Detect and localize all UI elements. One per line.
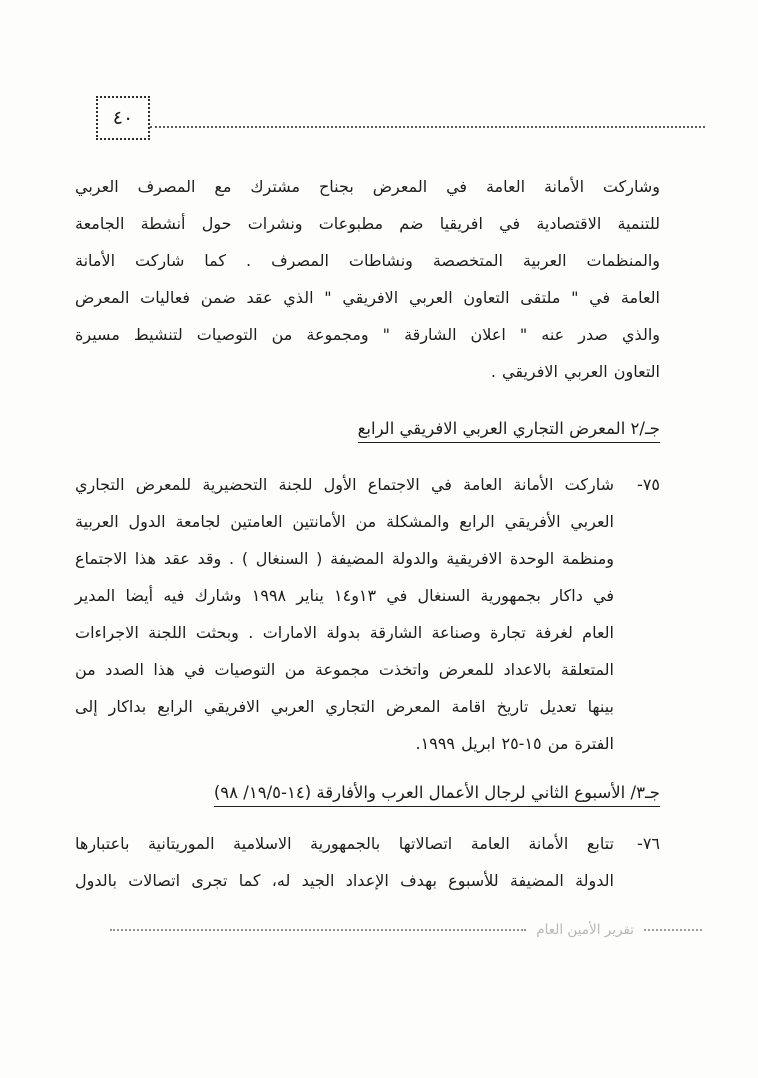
footer-title: تقرير الأمين العام: [536, 922, 634, 938]
page-footer: [110, 921, 702, 939]
text-line: العام لغرفة تجارة وصناعة الشارقة بدولة الامارات . وبحثت اللجنة الاجراءات: [75, 623, 614, 642]
text-line: التعاون العربي الافريقي .: [490, 362, 660, 381]
section-heading-c3-text: جـ٣/ الأسبوع الثاني لرجال الأعمال العرب والأفارقة (١٤-١٩/٥/ ٩٨): [214, 783, 660, 807]
header-rule: [150, 126, 705, 128]
text-line: في داكار بجمهورية السنغال في ١٣و١٤ يناير ١٩٩٨ وشارك فيه أيضا المدير: [75, 586, 615, 605]
text-line: وشاركت الأمانة العامة في المعرض بجناح مشترك مع المصرف العربي: [75, 177, 660, 196]
text-line: ومنظمة الوحدة الافريقية والدولة المضيفة ( السنغال ) . وقد عقد هذا الاجتماع: [75, 549, 614, 568]
footer-rule-left: [110, 929, 526, 931]
text-line: تتابع الأمانة العامة اتصالاتها بالجمهورية الاسلامية الموريتانية باعتبارها: [75, 834, 614, 853]
page-header: [96, 96, 705, 140]
section-heading-c3: [75, 774, 660, 811]
document-body: [75, 168, 660, 899]
paragraph-75: [75, 466, 660, 762]
page-number: ٤٠: [112, 107, 134, 129]
text-line: العربي الأفريقي الرابع والمشكلة من الأمانتين العامتين لجامعة الدول العربية: [75, 512, 614, 531]
text-line: شاركت الأمانة العامة في الاجتماع الأول للجنة التحضيرية للمعرض التجاري: [75, 475, 614, 494]
text-line: والذي صدر عنه " اعلان الشارقة " ومجموعة من التوصيات لتنشيط مسيرة: [75, 325, 660, 344]
section-heading-c2-text: جـ/٢ المعرض التجاري العربي الافريقي الرابع: [358, 419, 660, 443]
text-line: للتنمية الاقتصادية في افريقيا ضم مطبوعات ونشرات حول أنشطة الجامعة: [75, 214, 660, 233]
text-line: الفترة من ١٥-٢٥ ابريل ١٩٩٩.: [415, 734, 614, 753]
footer-rule-right: [644, 929, 702, 931]
paragraph-intro: [75, 168, 660, 390]
text-line: المتعلقة بالاعداد للمعرض واتخذت مجموعة من التوصيات في هذا الصدد من: [75, 660, 614, 679]
item-number-76: ٧٦-: [637, 834, 660, 853]
page-number-box: [96, 96, 150, 140]
text-line: العامة في " ملتقى التعاون العربي الافريقي " الذي عقد ضمن فعاليات المعرض: [75, 288, 660, 307]
text-line: بينها تعديل تاريخ اقامة المعرض التجاري العربي الافريقي الرابع بداكار إلى: [75, 697, 614, 716]
item-number-75: ٧٥-: [637, 475, 660, 494]
section-heading-c2: [75, 410, 660, 447]
text-line: والمنظمات العربية المتخصصة ونشاطات المصرف . كما شاركت الأمانة: [75, 251, 660, 270]
paragraph-76: [75, 825, 660, 899]
text-line: الدولة المضيفة للأسبوع بهدف الإعداد الجيد له، كما تجرى اتصالات بالدول: [75, 871, 614, 890]
